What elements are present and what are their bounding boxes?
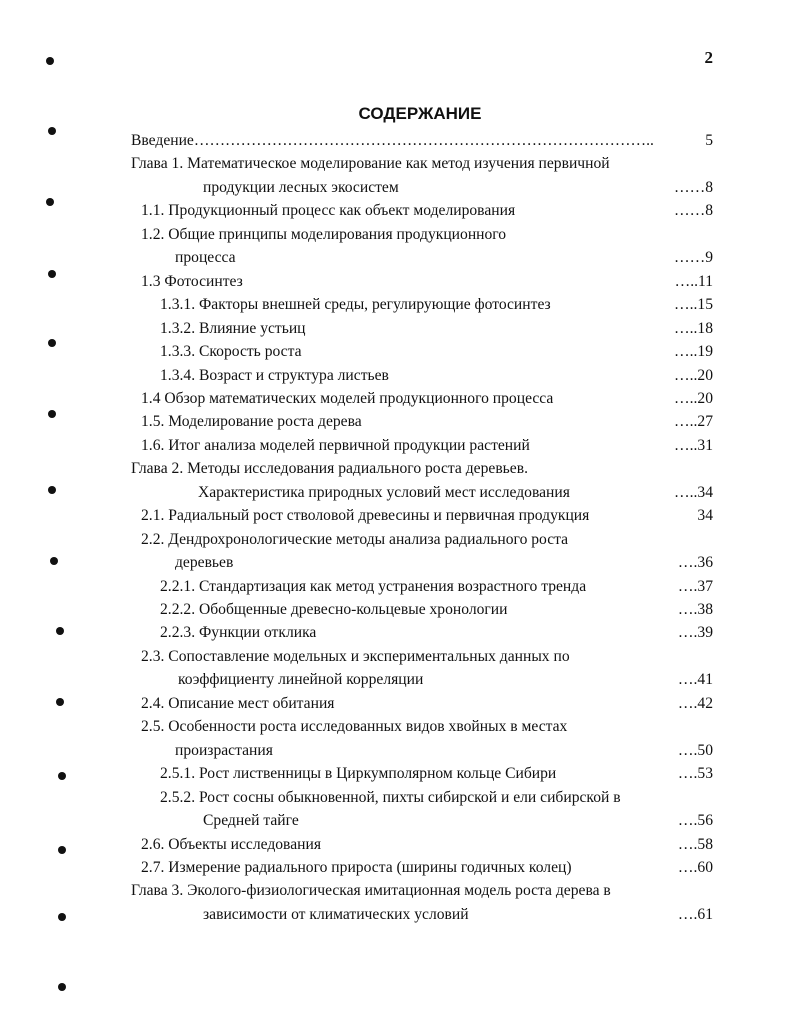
toc-entry-page: …..20 — [674, 366, 713, 384]
toc-entry-page: ….56 — [677, 812, 713, 830]
toc-entry-page: …..11 — [674, 272, 713, 290]
binding-hole-mark — [48, 339, 56, 347]
toc-entry-text: 1.3.4. Возраст и структура листьев — [160, 366, 389, 384]
binding-hole-mark — [46, 57, 54, 65]
toc-entry-text: 1.3.2. Влияние устьиц — [160, 319, 306, 337]
binding-hole-mark — [50, 557, 58, 565]
toc-entry-text: процесса — [175, 249, 236, 267]
toc-entry-text: Глава 2. Методы исследования радиального роста деревьев. — [131, 460, 528, 478]
toc-entry-page: …..20 — [674, 389, 713, 407]
toc-entry-text: Характеристика природных условий мест исследования — [198, 483, 570, 501]
toc-entry-page: ….41 — [677, 671, 713, 689]
toc-entry-text: 1.3.3. Скорость роста — [160, 343, 302, 361]
toc-entry-page: ….42 — [677, 694, 713, 712]
toc-entry-page: ……8 — [674, 202, 713, 220]
binding-hole-mark — [56, 627, 64, 635]
toc-entry-page: 34 — [697, 507, 713, 525]
toc-entry-page: 5 — [705, 132, 713, 149]
toc-entry-text: деревьев — [175, 554, 234, 572]
page-title: СОДЕРЖАНИЕ — [358, 104, 482, 123]
toc-entry-page: ……9 — [674, 249, 713, 267]
toc-entry-text: 2.5. Особенности роста исследованных видов хвойных в местах — [141, 718, 568, 736]
toc-entry-page: …..27 — [674, 413, 713, 431]
binding-hole-mark — [48, 410, 56, 418]
toc-entry-text: продукции лесных экосистем — [203, 178, 399, 196]
toc-entry-page: ….36 — [677, 554, 713, 572]
binding-hole-mark — [48, 270, 56, 278]
toc-entry-text: 1.2. Общие принципы моделирования продукционного — [141, 225, 507, 243]
binding-hole-mark — [48, 127, 56, 135]
toc-entry-text: 2.2. Дендрохронологические методы анализа радиального роста — [141, 530, 569, 548]
toc-entry-text: Средней тайге — [203, 812, 299, 830]
toc-entry-page: …..34 — [674, 483, 713, 501]
toc-entry-text: 2.1. Радиальный рост стволовой древесины и первичная продукция — [141, 507, 590, 525]
toc-entry-text: Глава 3. Эколого-физиологическая имитационная модель роста дерева в — [131, 882, 611, 900]
page-number: 2 — [704, 48, 713, 67]
toc-entry-page: …..15 — [674, 296, 713, 314]
toc-entry-text: 2.5.1. Рост лиственницы в Циркумполярном кольце Сибири — [160, 765, 557, 783]
toc-entry-page: ….53 — [677, 765, 713, 783]
toc-entry-text: 1.3.1. Факторы внешней среды, регулирующие фотосинтез — [160, 296, 551, 314]
binding-hole-mark — [56, 698, 64, 706]
toc-entry-page: …..19 — [674, 343, 713, 361]
toc-entry-page: ….58 — [677, 835, 713, 853]
toc-entry-text: 1.3 Фотосинтез — [141, 272, 243, 290]
toc-entry-text: 2.2.3. Функции отклика — [160, 624, 317, 642]
toc-entry-text: 2.7. Измерение радиального прироста (ширины годичных колец) — [141, 858, 572, 876]
binding-hole-mark — [46, 198, 54, 206]
binding-hole-mark — [58, 913, 66, 921]
toc-entry-page: ….39 — [677, 624, 713, 642]
toc-entry-page: …..31 — [674, 436, 713, 454]
toc-entry-text: 2.6. Объекты исследования — [141, 835, 321, 853]
toc-entry-text: зависимости от климатических условий — [203, 905, 469, 923]
toc-entry-text: 2.4. Описание мест обитания — [141, 694, 335, 712]
binding-hole-mark — [58, 983, 66, 991]
binding-hole-mark — [58, 846, 66, 854]
toc-entry-text: 2.3. Сопоставление модельных и экспериментальных данных по — [141, 647, 570, 665]
toc-entry-page: ….50 — [677, 741, 713, 759]
toc-entry-text: 1.6. Итог анализа моделей первичной продукции растений — [141, 436, 530, 454]
toc-entry-page: ……8 — [674, 178, 713, 196]
toc-entry-text: произрастания — [175, 741, 273, 759]
toc-entry-text: коэффициенту линейной корреляции — [178, 671, 424, 689]
toc-entry-text: 2.2.1. Стандартизация как метод устранения возрастного тренда — [160, 577, 587, 595]
toc-entry-page: ….61 — [677, 905, 713, 923]
toc-entry-text: Введение…………………………………………………………………………….. — [131, 132, 654, 149]
toc-entry-text: Глава 1. Математическое моделирование как метод изучения первичной — [131, 155, 610, 173]
toc-entry-text: 1.1. Продукционный процесс как объект моделирования — [141, 202, 516, 220]
toc-entry-page: ….38 — [677, 601, 713, 618]
toc-entry-text: 1.5. Моделирование роста дерева — [141, 413, 362, 431]
toc-entry-page: ….60 — [677, 858, 713, 876]
toc-entry-text: 1.4 Обзор математических моделей продукционного процесса — [141, 389, 554, 407]
binding-hole-mark — [58, 772, 66, 780]
toc-entry-page: …..18 — [674, 319, 713, 337]
binding-hole-mark — [48, 486, 56, 494]
toc-entry-page: ….37 — [677, 577, 713, 595]
toc-entry-text: 2.5.2. Рост сосны обыкновенной, пихты сибирской и ели сибирской в — [160, 788, 621, 806]
toc-entry-text: 2.2.2. Обобщенные древесно-кольцевые хронологии — [160, 601, 508, 618]
